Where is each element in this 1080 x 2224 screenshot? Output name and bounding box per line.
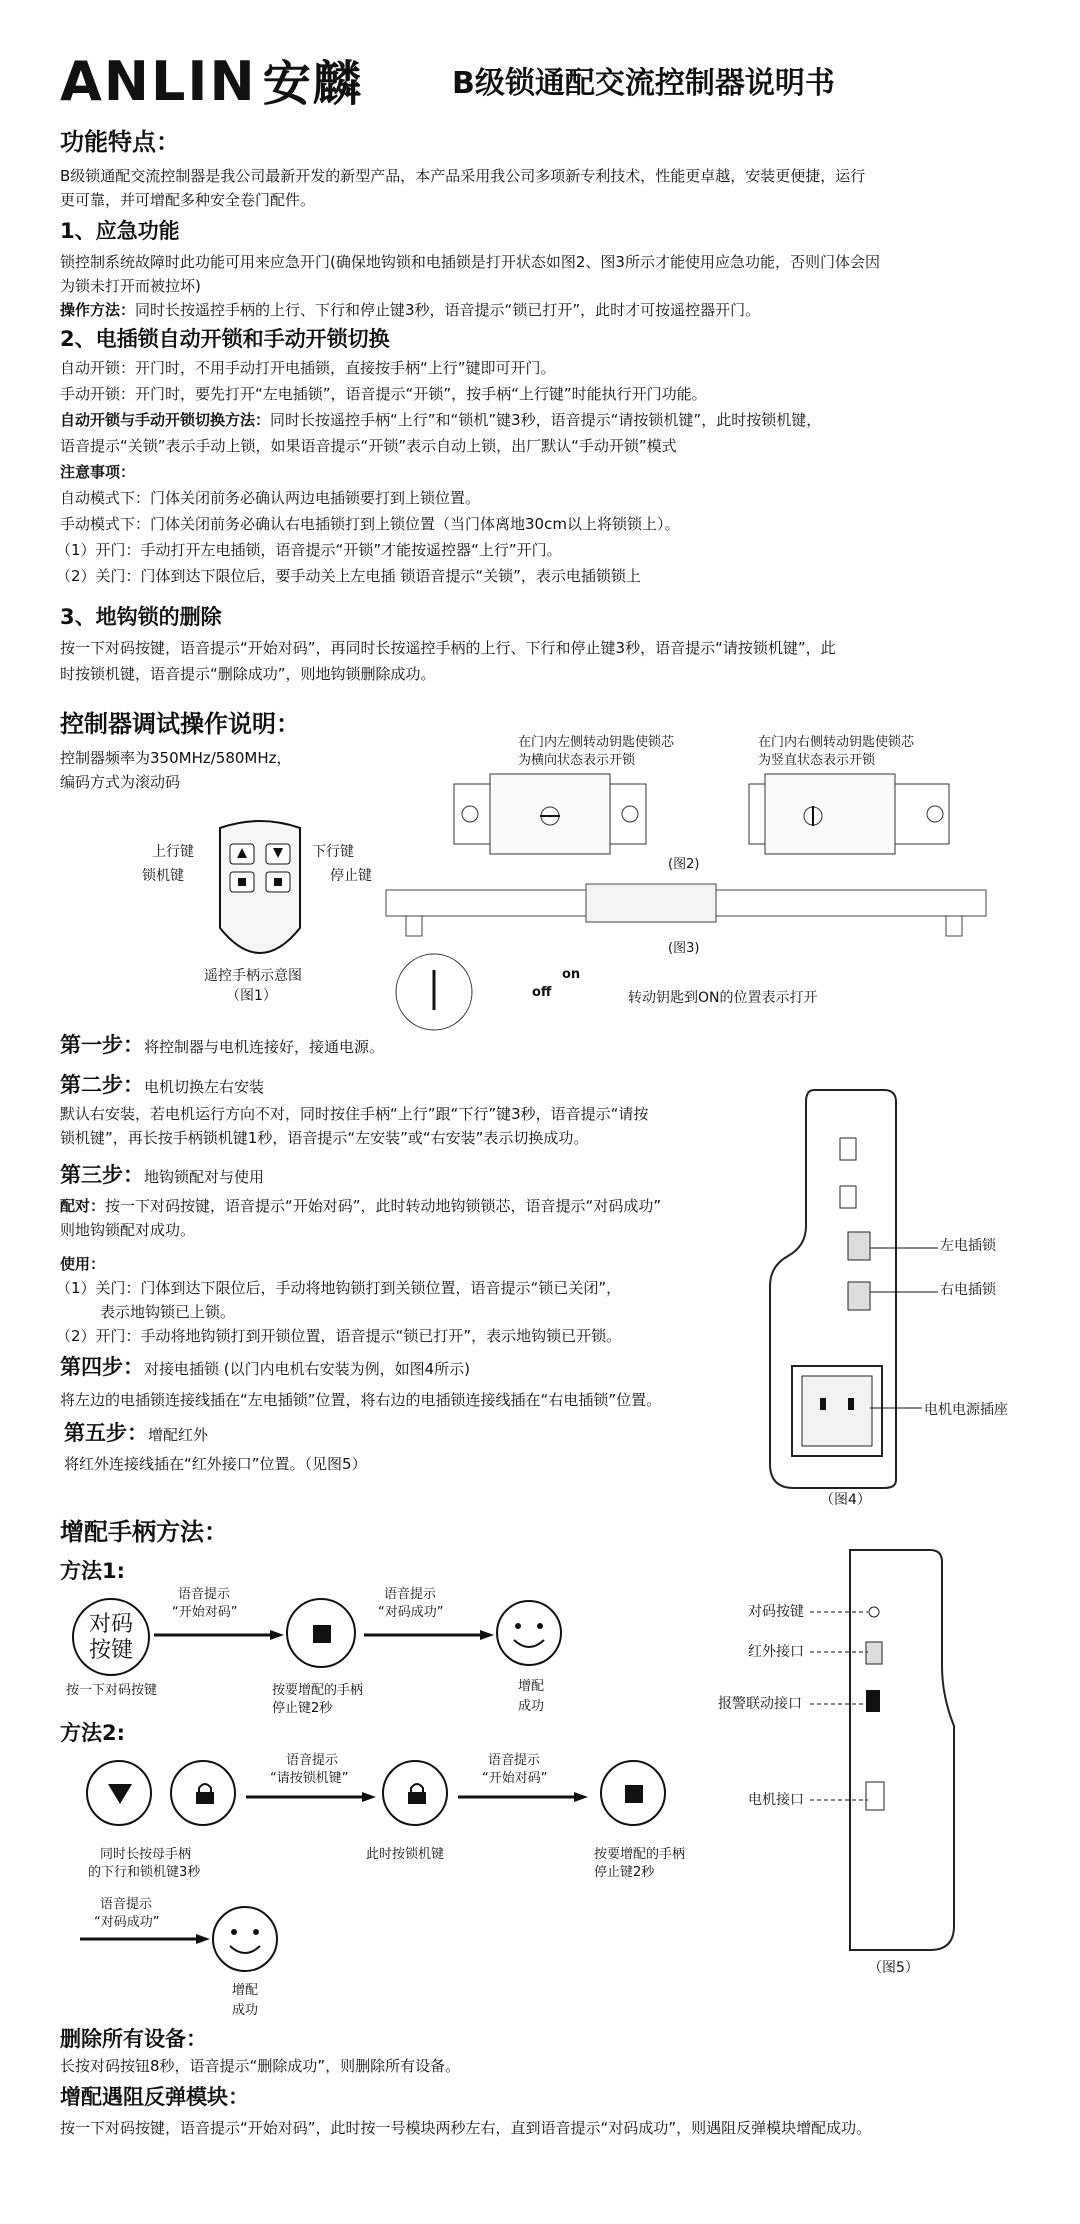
step-5-label: 第五步：: [64, 1421, 148, 1445]
remote-control-illustration: [210, 818, 310, 978]
m2-prompt-2b: “开始对码”: [482, 1771, 548, 1786]
fig1-label: （图1）: [226, 988, 277, 1004]
m1-smiley-icon: [494, 1598, 564, 1668]
m2-caption-4b: 成功: [232, 2003, 259, 2018]
step-2-p1: 默认右安装，若电机运行方向不对，同时按住手柄“上行”跟“下行”键3秒，语音提示“请按: [60, 1105, 649, 1123]
s1-operation: [60, 298, 760, 322]
debug-heading: 控制器调试操作说明：: [60, 710, 300, 738]
step-5: [64, 1418, 208, 1448]
key-off-label: off: [532, 985, 552, 1000]
fig2-label: (图2): [668, 857, 700, 872]
step-2-title: 电机切换左右安装: [144, 1078, 265, 1096]
pairing-heading: 增配手柄方法：: [60, 1518, 228, 1546]
fig5-alarm-label: 报警联动接口: [718, 1696, 802, 1712]
s2-switch-2: 语音提示“关锁”表示手动上锁，如果语音提示“开锁”表示自动上锁，出厂默认“手动开锁”模式: [60, 437, 677, 455]
stop-square-icon: [625, 1785, 643, 1803]
remote-stop-key-label: 停止键: [330, 868, 372, 884]
m2-prompt-1a: 语音提示: [286, 1753, 339, 1768]
m1-prompt-2a: 语音提示: [384, 1587, 437, 1602]
m2-prompt-3a: 语音提示: [100, 1897, 153, 1912]
pair-button-line-1: 对码: [88, 1612, 133, 1637]
m2-caption-2: 此时按锁机键: [366, 1847, 445, 1862]
fig2-left-lock-drawing: [450, 768, 650, 858]
step-1: [60, 1030, 384, 1060]
fig2-right-note-2: 为竖直状态表示开锁: [758, 753, 876, 768]
step-4-text: 将左边的电插锁连接线插在“左电插锁”位置，将右边的电插锁连接线插在“右电插锁”位置。: [60, 1391, 662, 1409]
step-2-p2: 锁机键”，再长按手柄锁机键1秒，语音提示“左安装”或“右安装”表示切换成功。: [60, 1129, 589, 1147]
m2-arrow-1: [246, 1792, 376, 1802]
section-1-heading: 1、应急功能: [60, 219, 180, 243]
s2-note-1: 自动模式下：门体关闭前务必确认两边电插锁要打到上锁位置。: [60, 489, 481, 507]
step-3-pair: [60, 1194, 661, 1218]
lock-icon: [194, 1782, 216, 1806]
remote-caption: 遥控手柄示意图: [204, 968, 302, 984]
m2-prompt-1b: “请按锁机键”: [270, 1771, 349, 1786]
m2-arrow-3: [80, 1934, 210, 1944]
lock-icon: [406, 1782, 428, 1806]
m1-arrow-1: [154, 1630, 284, 1640]
logo-latin: ANLIN: [60, 50, 257, 113]
fig3-label: (图3): [668, 941, 700, 956]
rebound-heading: 增配遇阻反弹模块：: [60, 2085, 249, 2109]
logo-cn: 安麟: [262, 56, 363, 112]
step-4-label: 第四步：: [60, 1355, 144, 1379]
pair-label: 配对：: [60, 1197, 106, 1215]
fig5-label: （图5）: [868, 1960, 919, 1976]
m1-arrow-2: [364, 1630, 494, 1640]
fig4-right-lock-label: 右电插锁: [940, 1282, 996, 1298]
fig5-pair-button-label: 对码按键: [748, 1604, 804, 1620]
step-4-title: 对接电插锁 (以门内电机右安装为例，如图4所示): [144, 1360, 471, 1378]
debug-frequency: 控制器频率为350MHz/580MHz，: [60, 749, 292, 767]
s2-manual: 手动开锁：开门时，要先打开“左电插锁”，语音提示“开锁”，按手柄“上行键”时能执行开门功能。: [60, 385, 707, 403]
key-on-note: 转动钥匙到ON的位置表示打开: [628, 990, 818, 1006]
step-5-title: 增配红外: [148, 1426, 209, 1444]
features-heading: 功能特点：: [60, 128, 180, 156]
fig2-right-note-1: 在门内右侧转动钥匙使锁芯: [758, 735, 915, 750]
step-3-title: 地钩锁配对与使用: [144, 1168, 265, 1186]
stop-square-icon: [313, 1625, 331, 1643]
s2-auto: 自动开锁：开门时，不用手动打开电插锁，直接按手柄“上行”键即可开门。: [60, 359, 556, 377]
use-1b: 表示地钩锁已上锁。: [100, 1303, 236, 1321]
section-2-heading: 2、电插锁自动开锁和手动开锁切换: [60, 327, 390, 351]
fig4-label: （图4）: [820, 1492, 871, 1508]
step-3-label: 第三步：: [60, 1163, 144, 1187]
s2-note-3: （1）开门：手动打开左电插锁，语音提示“开锁”才能按遥控器“上行”开门。: [56, 541, 562, 559]
m2-caption-1a: 同时长按母手柄: [100, 1847, 192, 1862]
features-intro-2: 更可靠，并可增配多种安全卷门配件。: [60, 191, 316, 209]
step-4: [60, 1352, 470, 1382]
m2-caption-3a: 按要增配的手柄: [594, 1847, 686, 1862]
remote-lock-key-label: 锁机键: [142, 868, 184, 884]
step-1-text: 将控制器与电机连接好，接通电源。: [144, 1038, 385, 1056]
m2-stop-key-circle: [600, 1760, 666, 1826]
m1-stop-key-circle: [286, 1598, 356, 1668]
s2-note-label: 注意事项：: [60, 463, 136, 481]
features-intro-1: B级锁通配交流控制器是我公司最新开发的新型产品，本产品采用我公司多项新专利技术，性能更卓越，安装更便捷，运行: [60, 167, 866, 185]
m2-caption-4a: 增配: [232, 1983, 259, 1998]
step-2: [60, 1070, 264, 1100]
step-3: [60, 1160, 264, 1190]
pair-p1: 按一下对码按键，语音提示“开始对码”，此时转动地钩锁锁芯，语音提示“对码成功”: [105, 1197, 662, 1215]
rebound-text: 按一下对码按键，语音提示“开始对码”，此时按一号模块两秒左右，直到语音提示“对码成功”，则遇阻反弹模块增配成功。: [60, 2119, 872, 2137]
m2-caption-3b: 停止键2秒: [594, 1865, 655, 1880]
m1-prompt-1b: “开始对码”: [172, 1605, 238, 1620]
s3-paragraph-2: 时按锁机键，语音提示“删除成功”，则地钩锁删除成功。: [60, 665, 436, 683]
m2-lock-key-circle: [170, 1760, 236, 1826]
m1-prompt-1a: 语音提示: [178, 1587, 231, 1602]
fig4-socket-label: 电机电源插座: [924, 1402, 1008, 1418]
use-1a: （1）关门：门体到达下限位后，手动将地钩锁打到关锁位置，语音提示“锁已关闭”，: [56, 1279, 622, 1297]
m2-caption-1b: 的下行和锁机键3秒: [88, 1865, 201, 1880]
document-title: B级锁通配交流控制器说明书: [452, 66, 835, 101]
s1-paragraph-1: 锁控制系统故障时此功能可用来应急开门(确保地钩锁和电插锁是打开状态如图2、图3所示才能使用应急功能，否则门体会因: [60, 253, 880, 271]
m2-lock-key-circle-2: [382, 1760, 448, 1826]
down-triangle-icon: [108, 1784, 132, 1804]
pair-p2: 则地钩锁配对成功。: [60, 1221, 196, 1239]
m1-caption-2a: 按要增配的手柄: [272, 1683, 364, 1698]
use-2: （2）开门：手动将地钩锁打到开锁位置，语音提示“锁已打开”，表示地钩锁已开锁。: [56, 1327, 622, 1345]
remote-up-key-label: 上行键: [152, 844, 194, 860]
s2-note-2: 手动模式下：门体关闭前务必确认右电插锁打到上锁位置（当门体离地30cm以上将锁锁上）。: [60, 515, 680, 533]
s2-switch-label: 自动开锁与手动开锁切换方法：: [60, 411, 271, 429]
m1-caption-1: 按一下对码按键: [66, 1683, 158, 1698]
pair-button-line-2: 按键: [88, 1638, 133, 1663]
method-2-label: 方法2:: [60, 1721, 126, 1745]
pair-code-button[interactable]: [72, 1598, 150, 1676]
step-5-text: 将红外连接线插在“红外接口”位置。（见图5）: [64, 1455, 367, 1473]
key-on-label: on: [562, 967, 581, 982]
s1-operation-text: 同时长按遥控手柄的上行、下行和停止键3秒，语音提示“锁已打开”，此时才可按遥控器开门。: [135, 301, 761, 319]
step-2-label: 第二步：: [60, 1073, 144, 1097]
m1-caption-3b: 成功: [518, 1699, 545, 1714]
debug-encoding: 编码方式为滚动码: [60, 773, 181, 791]
s1-paragraph-2: 为锁未打开而被拉坏): [60, 277, 201, 295]
delete-all-heading: 删除所有设备：: [60, 2027, 207, 2051]
m1-prompt-2b: “对码成功”: [378, 1605, 444, 1620]
s1-operation-label: 操作方法：: [60, 301, 136, 319]
m2-arrow-2: [458, 1792, 588, 1802]
delete-all-text: 长按对码按钮8秒，语音提示“删除成功”，则删除所有设备。: [60, 2057, 461, 2075]
m2-prompt-2a: 语音提示: [488, 1753, 541, 1768]
section-3-heading: 3、地钩锁的删除: [60, 605, 222, 629]
fig4-leader-lines: [870, 1244, 940, 1414]
use-label: 使用：: [60, 1255, 106, 1273]
step-1-label: 第一步：: [60, 1033, 144, 1057]
m2-smiley-icon: [210, 1904, 280, 1974]
s2-switch-text: 同时长按遥控手柄“上行”和“锁机”键3秒，语音提示“请按锁机键”，此时按锁机键，: [270, 411, 822, 429]
fig2-right-lock-drawing: [745, 768, 955, 858]
remote-down-key-label: 下行键: [312, 844, 354, 860]
s2-note-4: （2）关门：门体到达下限位后，要手动关上左电插 锁语音提示“关锁”，表示电插锁锁上: [56, 567, 641, 585]
s2-switch: [60, 408, 821, 432]
fig5-ir-label: 红外接口: [748, 1644, 804, 1660]
m1-caption-2b: 停止键2秒: [272, 1701, 333, 1716]
brand-logo: [60, 52, 363, 114]
fig2-left-note-2: 为横向状态表示开锁: [518, 753, 636, 768]
method-1-label: 方法1:: [60, 1559, 126, 1583]
s3-paragraph-1: 按一下对码按键，语音提示“开始对码”，再同时长按遥控手柄的上行、下行和停止键3秒，语音提示“请按锁机键”，此: [60, 639, 836, 657]
fig5-leader-lines: [810, 1612, 870, 1812]
m2-down-key-circle: [86, 1760, 152, 1826]
fig2-left-note-1: 在门内左侧转动钥匙使锁芯: [518, 735, 675, 750]
fig5-motor-label: 电机接口: [748, 1792, 804, 1808]
m2-prompt-3b: “对码成功”: [94, 1915, 160, 1930]
fig4-left-lock-label: 左电插锁: [940, 1238, 996, 1254]
m1-caption-3a: 增配: [518, 1679, 545, 1694]
